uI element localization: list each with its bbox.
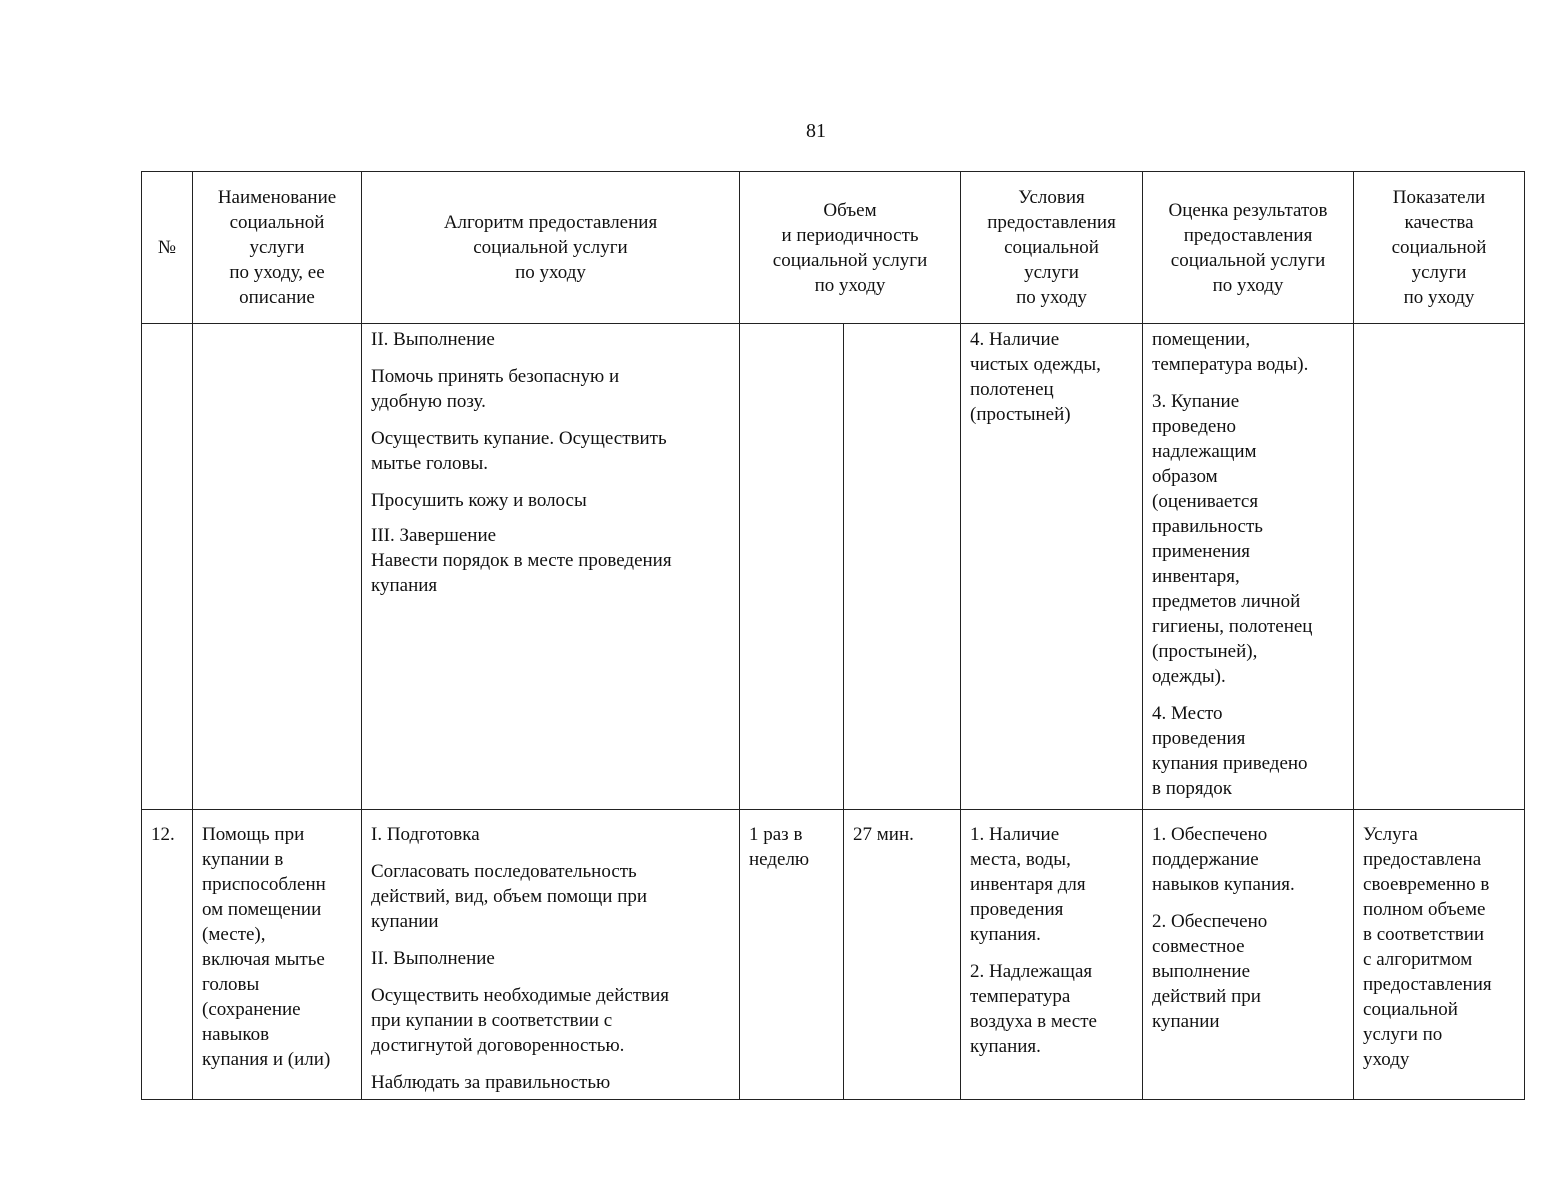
algorithm-step: III. Завершение Навести порядок в месте проведения купания (371, 525, 672, 596)
header-quality: Показатели качества социальной услуги по уходу (1354, 172, 1525, 324)
table-row (142, 810, 1525, 1100)
evaluation-item: 1. Обеспечено поддержание навыков купания. (1152, 824, 1295, 895)
condition-item: 1. Наличие места, воды, инвентаря для проведения купания. (970, 824, 1086, 945)
cell-quality (1354, 324, 1525, 810)
cell-algorithm (362, 810, 740, 1100)
header-evaluation: Оценка результатов предоставления социальной услуги по уходу (1143, 172, 1354, 324)
algorithm-step: Осуществить купание. Осуществить мытье головы. (371, 428, 667, 474)
cell-num: 12. (142, 810, 193, 1100)
cell-conditions (961, 324, 1143, 810)
cell-duration: 27 мин. (844, 810, 961, 1100)
evaluation-item: помещении, температура воды). (1152, 329, 1309, 375)
header-algorithm: Алгоритм предоставления социальной услуги по уходу (362, 172, 740, 324)
cell-quality: Услуга предоставлена своевременно в полном объеме в соответствии с алгоритмом предоставления социальной услуги по уходу (1354, 810, 1525, 1100)
table-row (142, 324, 1525, 810)
header-volume: Объем и периодичность социальной услуги по уходу (740, 172, 961, 324)
algorithm-step: Осуществить необходимые действия при купании в соответствии с достигнутой договоренностью. (371, 985, 669, 1056)
header-service-name: Наименование социальной услуги по уходу, ее описание (193, 172, 362, 324)
cell-algorithm (362, 324, 740, 810)
services-table (141, 171, 1525, 1100)
table-header-row (142, 172, 1525, 324)
cell-num (142, 324, 193, 810)
condition-item: 2. Надлежащая температура воздуха в месте купания. (970, 961, 1097, 1057)
cell-frequency (740, 324, 844, 810)
algorithm-step: Помочь принять безопасную и удобную позу. (371, 366, 620, 412)
algorithm-step: Согласовать последовательность действий, вид, объем помощи при купании (371, 861, 648, 932)
algorithm-step: Наблюдать за правильностью (371, 1072, 611, 1093)
header-num: № (142, 172, 193, 324)
cell-service-name: Помощь при купании в приспособленн ом помещении (месте), включая мытье головы (сохранение навыков купания и (или) (193, 810, 362, 1100)
algorithm-step: II. Выполнение (371, 329, 495, 350)
cell-duration (844, 324, 961, 810)
algorithm-step: I. Подготовка (371, 824, 480, 845)
cell-service-name (193, 324, 362, 810)
cell-evaluation (1143, 324, 1354, 810)
evaluation-item: 2. Обеспечено совместное выполнение действий при купании (1152, 911, 1268, 1032)
algorithm-step: Просушить кожу и волосы (371, 490, 587, 511)
condition-item: 4. Наличие чистых одежды, полотенец (простыней) (970, 329, 1101, 425)
page-number: 81 (806, 120, 826, 142)
cell-evaluation (1143, 810, 1354, 1100)
evaluation-item: 3. Купание проведено надлежащим образом (оценивается правильность применения инвентаря, предметов личной гигиены, полотенец (простыней), одежды). (1152, 391, 1313, 687)
cell-conditions (961, 810, 1143, 1100)
cell-frequency: 1 раз в неделю (740, 810, 844, 1100)
algorithm-step: II. Выполнение (371, 948, 495, 969)
header-conditions: Условия предоставления социальной услуги по уходу (961, 172, 1143, 324)
evaluation-item: 4. Место проведения купания приведено в порядок (1152, 703, 1308, 799)
